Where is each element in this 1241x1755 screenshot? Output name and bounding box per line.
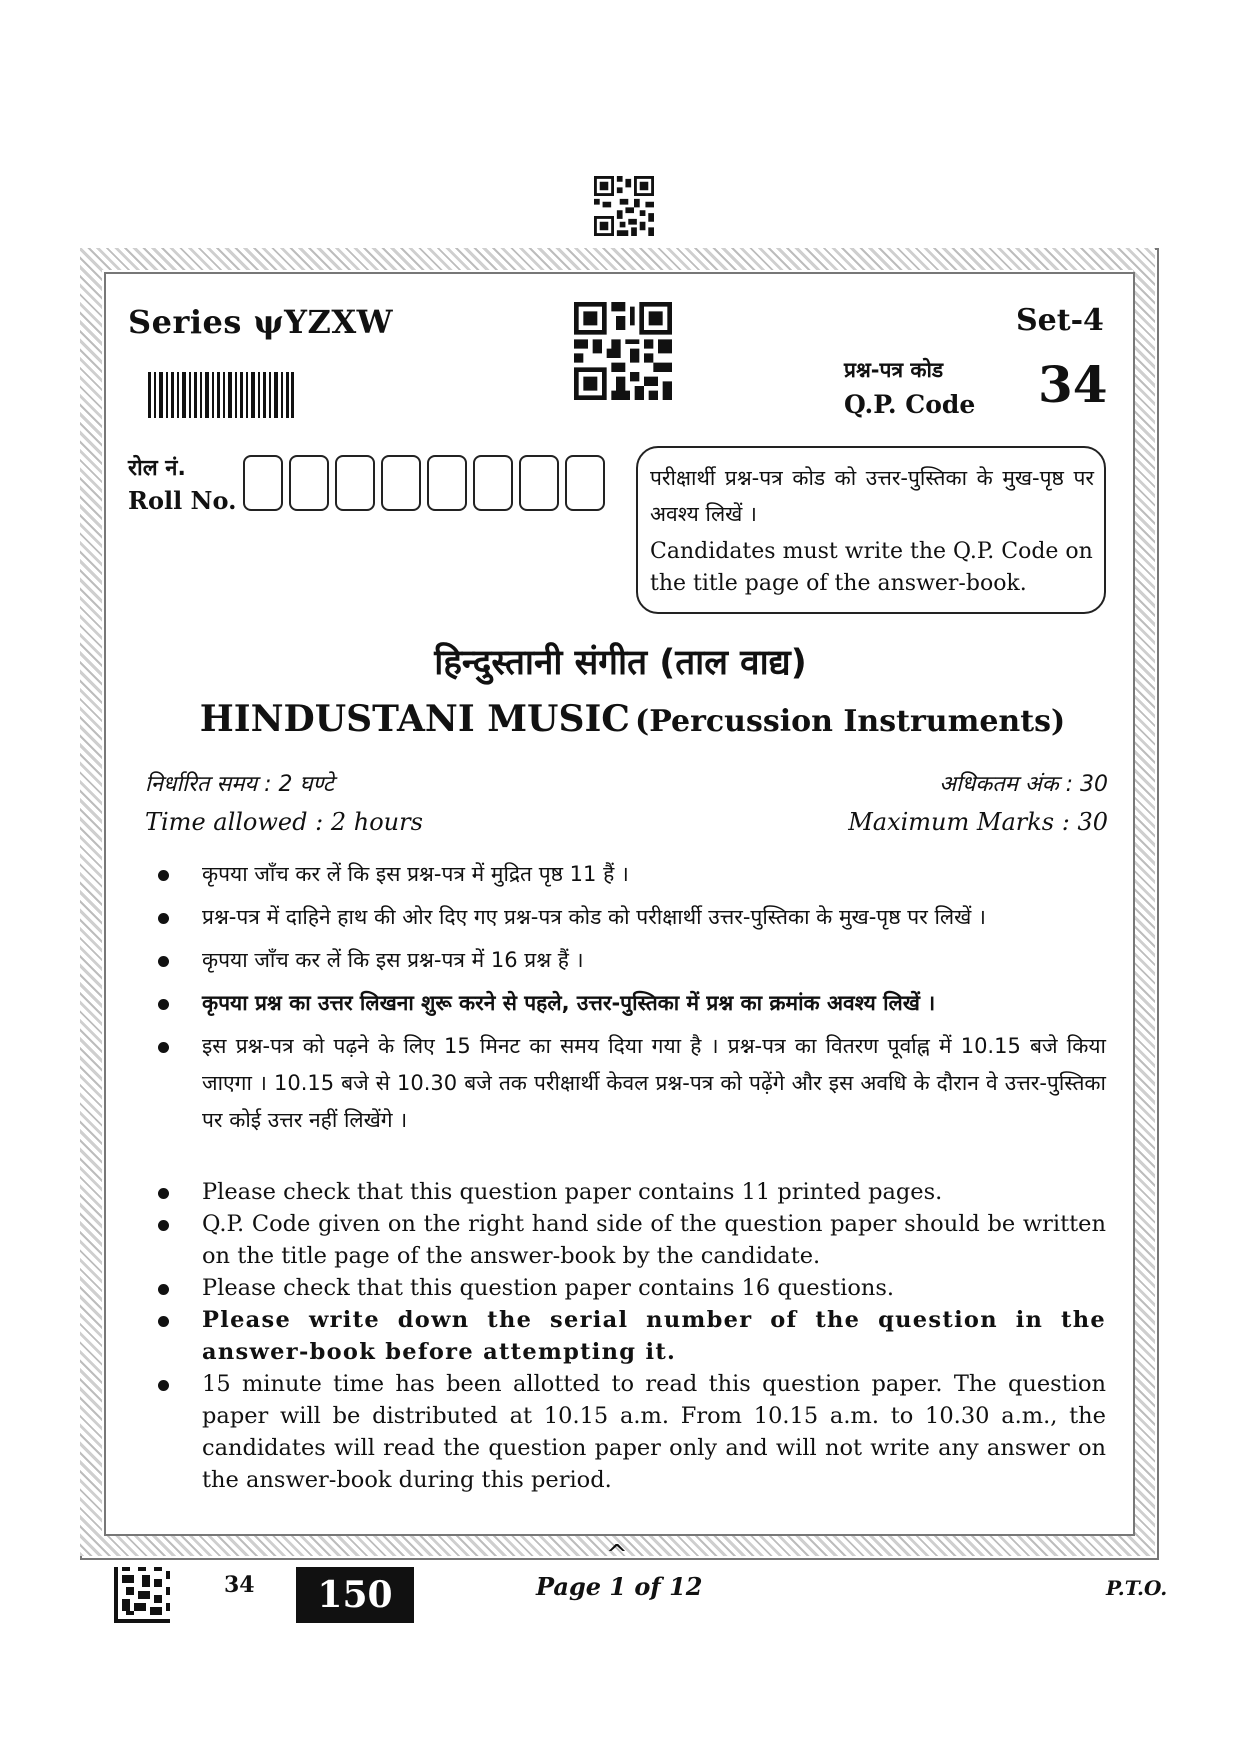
- qp-code-label-hindi: प्रश्न-पत्र कोड: [844, 358, 944, 382]
- footer-data-matrix: [114, 1567, 170, 1623]
- set-label: Set-4: [1016, 303, 1104, 338]
- qp-code-notice-box: [636, 446, 1106, 614]
- caret-mark: ^: [606, 1540, 628, 1570]
- subject-title-english: [160, 698, 1105, 740]
- subject-title-sub: (Percussion Instruments): [635, 704, 1066, 739]
- top-qr-code: [594, 176, 654, 236]
- qp-code-label: Q.P. Code: [844, 390, 976, 419]
- footer-box-number: 150: [296, 1567, 414, 1623]
- instruction-item: कृपया जाँच कर लें कि इस प्रश्न-पत्र में मुद्रित पृष्ठ 11 हैं ।: [156, 856, 1106, 893]
- instruction-item: 15 minute time has been allotted to read this question paper. The question paper will be distributed at 10.15 a.m. From 10.15 a.m. to 10.30 a.m., the candidates will read the question paper only and will not write any answer on the answer-book during this period.: [156, 1368, 1106, 1496]
- page-number: Page 1 of 12: [536, 1572, 703, 1601]
- instruction-item: Please check that this question paper contains 11 printed pages.: [156, 1176, 1106, 1208]
- roll-number-box[interactable]: [381, 455, 421, 511]
- instruction-item: कृपया जाँच कर लें कि इस प्रश्न-पत्र में 16 प्रश्न हैं ।: [156, 942, 1106, 979]
- roll-number-boxes: [243, 455, 605, 511]
- instructions-english: [156, 1176, 1106, 1496]
- maximum-marks: Maximum Marks : 30: [848, 808, 1108, 836]
- qp-code-number: 34: [1038, 355, 1108, 414]
- subject-title-main: HINDUSTANI MUSIC: [199, 698, 630, 740]
- subject-title-hindi: हिन्दुस्तानी संगीत (ताल वाद्य): [434, 643, 807, 683]
- instruction-item: Please write down the serial number of the question in the answer-book before attempting it.: [156, 1304, 1106, 1368]
- instructions-hindi: [156, 856, 1106, 1145]
- barcode: [148, 372, 294, 418]
- roll-number-box[interactable]: [473, 455, 513, 511]
- roll-number-label-hindi: रोल नं.: [128, 456, 186, 481]
- roll-number-box[interactable]: [519, 455, 559, 511]
- notice-text-hindi: परीक्षार्थी प्रश्न-पत्र कोड को उत्तर-पुस्तिका के मुख-पृष्ठ पर अवश्य लिखें ।: [650, 466, 1094, 526]
- instruction-item: इस प्रश्न-पत्र को पढ़ने के लिए 15 मिनट का समय दिया गया है । प्रश्न-पत्र का वितरण पूर्वाह्न में 10.15 बजे किया जाएगा । 10.15 बजे से 10.30 बजे तक परीक्षार्थी केवल प्रश्न-पत्र को पढ़ेंगे और इस अवधि के दौरान वे उत्तर-पुस्तिका पर कोई उत्तर नहीं लिखेंगे ।: [156, 1028, 1106, 1139]
- instruction-item: Q.P. Code given on the right hand side of the question paper should be written on the title page of the answer-book by the candidate.: [156, 1208, 1106, 1272]
- roll-number-label: Roll No.: [128, 486, 237, 515]
- footer-qp-code: 34: [224, 1572, 255, 1598]
- roll-number-box[interactable]: [427, 455, 467, 511]
- roll-number-box[interactable]: [565, 455, 605, 511]
- roll-number-box[interactable]: [289, 455, 329, 511]
- pto-label: P.T.O.: [1106, 1576, 1168, 1600]
- time-allowed-hindi: निर्धारित समय : 2 घण्टे: [145, 772, 334, 797]
- header-qr-code: [574, 302, 672, 400]
- instruction-item: Please check that this question paper contains 16 questions.: [156, 1272, 1106, 1304]
- series-label: Series ψYZXW: [128, 303, 394, 341]
- roll-number-box[interactable]: [335, 455, 375, 511]
- instruction-item: कृपया प्रश्न का उत्तर लिखना शुरू करने से पहले, उत्तर-पुस्तिका में प्रश्न का क्रमांक अवश्य लिखें ।: [156, 985, 1106, 1022]
- instruction-item: प्रश्न-पत्र में दाहिने हाथ की ओर दिए गए प्रश्न-पत्र कोड को परीक्षार्थी उत्तर-पुस्तिका के मुख-पृष्ठ पर लिखें ।: [156, 899, 1106, 936]
- roll-number-box[interactable]: [243, 455, 283, 511]
- time-allowed: Time allowed : 2 hours: [145, 808, 423, 836]
- maximum-marks-hindi: अधिकतम अंक : 30: [939, 772, 1108, 797]
- notice-text-english: Candidates must write the Q.P. Code on the title page of the answer-book.: [650, 539, 1093, 596]
